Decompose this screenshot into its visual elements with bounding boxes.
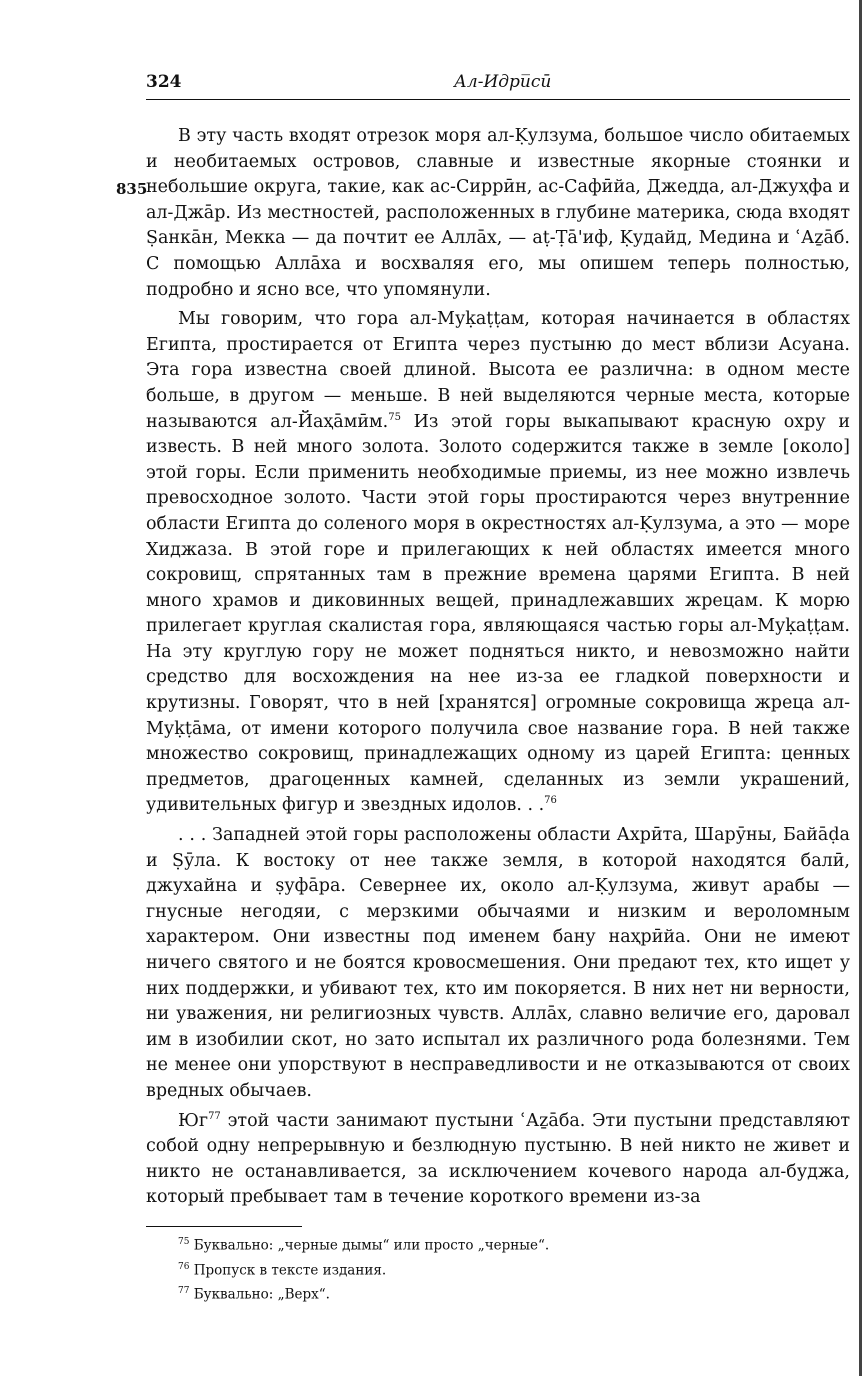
running-title: Ал-Идри̅сӣ — [454, 72, 552, 92]
footnote-ref-75: 75 — [388, 411, 401, 423]
footnote-number: 76 — [178, 1261, 190, 1272]
paragraph-2-text: Мы говорим, что гора ал-Муḳаṭṭам, которая начинается в областях Египта, простирается от Египта через пустыню до мест вблизи Асуана. Эта гора известна своей длиной. Высота ее различна: в одном месте больше, в другом — меньше. В ней выделяются черные места, которые называются ал-Йаҳāмӣм. — [146, 309, 850, 432]
paragraph-1 — [146, 124, 850, 303]
footnote-text: Буквально: „Верх“. — [189, 1286, 330, 1303]
paragraph-4 — [146, 1109, 850, 1211]
header-rule — [146, 99, 850, 100]
footnote-text: Буквально: „черные дымы“ или просто „черные“. — [189, 1237, 550, 1254]
page-edge-shadow — [859, 0, 862, 1376]
footnote-77 — [178, 1281, 850, 1306]
footnote-ref-77: 77 — [208, 1110, 221, 1122]
paragraph-2-text-cont: Из этой горы выкапывают красную охру и известь. В ней много золота. Золото содержится также в земле [около] этой горы. Если применить необходимые приемы, из нее можно извлечь превосходное золото. Части этой горы простираются через внутренние области Египта до соленого моря в окрестностях ал-Ḳулзума, а это — море Хиджаза. В этой горе и прилегающих к ней областях имеется много сокровищ, спрятанных там в прежние времена царями Египта. В ней много храмов и диковинных вещей, принадлежавших жрецам. К морю прилегает круглая скалистая гора, являющаяся частью горы ал-Муḳаṭṭам. На эту круглую гору не может подняться никто, и невозможно найти средство для восхождения на нее из-за ее гладкой поверхности и крутизны. Говорят, что в ней [хранятся] огромные сокровища жреца ал-Муḳṭāма, от имени которого получила свое название гора. В ней также множество сокровищ, принадлежащих одному из царей Египта: ценных предметов, драгоценных камней, сделанных из земли украшений, удивительных фигур и звездных идолов. . . — [146, 411, 850, 816]
page-number: 324 — [146, 72, 182, 92]
body-text — [146, 124, 850, 1215]
paragraph-4-text-cont: этой части занимают пустыни ʿАẕāба. Эти пустыни представляют собой одну непрерывную и безлюдную пустыню. В ней никто не живет и никто не останавливается, за исключением кочевого народа ал-буджа, который пребывает там в течение короткого времени из-за — [146, 1110, 850, 1208]
footnote-text: Пропуск в тексте издания. — [189, 1262, 387, 1278]
footnotes — [178, 1232, 850, 1306]
paragraph-4-text: Юг — [178, 1110, 209, 1131]
paragraph-1-text: В эту часть входят отрезок моря ал-Ḳулзума, большое число обитаемых и необитаемых островов, славные и известные якорные стоянки и небольшие округа, такие, как ас-Сиррӣн, ас-Сафӣйа, Джедда, ал-Джуҳфа и ал-Джāр. Из местностей, расположенных в глубине материка, сюда входят Ṣанкāн, Мекка — да почтит ее Аллāх, — аṭ-Ṭā'иф, Ḳудайд, Медина и ʿАẕāб. С помощью Аллāха и восхваляя его, мы опишем теперь полностью, подробно и ясно все, что упомянули. — [146, 126, 850, 300]
paragraph-2 — [146, 307, 850, 819]
margin-page-reference: 835 — [116, 180, 148, 198]
footnote-rule — [146, 1226, 302, 1227]
footnote-number: 77 — [178, 1286, 190, 1296]
running-header — [146, 72, 852, 100]
paragraph-3-text: . . . Западней этой горы расположены области Ахрӣта, Шарӯны, Байāḍа и Ṣӯла. К востоку от нее также земля, в которой находятся балӣ, джухайна и ṣуфāра. Севернее их, около ал-Ḳулзума, живут арабы — гнусные негодяи, с мерзкими обычаями и низким и вероломным характером. Они известны под именем бану наҳрӣйа. Они не имеют ничего святого и не боятся кровосмешения. Они предают тех, кто ищет у них поддержки, и убивают тех, кто им покоряется. В них нет ни верности, ни уважения, ни религиозных чувств. Аллāх, славно величие его, даровал им в изобилии скот, но зато испытал их различного рода болезнями. Тем не менее они упорствуют в несправедливости и не отказываются от своих вредных обычаев. — [146, 825, 850, 1101]
footnote-75 — [178, 1232, 850, 1257]
paragraph-3 — [146, 823, 850, 1105]
footnote-number: 75 — [178, 1237, 190, 1247]
footnote-76 — [178, 1257, 850, 1282]
footnote-ref-76: 76 — [544, 795, 557, 807]
